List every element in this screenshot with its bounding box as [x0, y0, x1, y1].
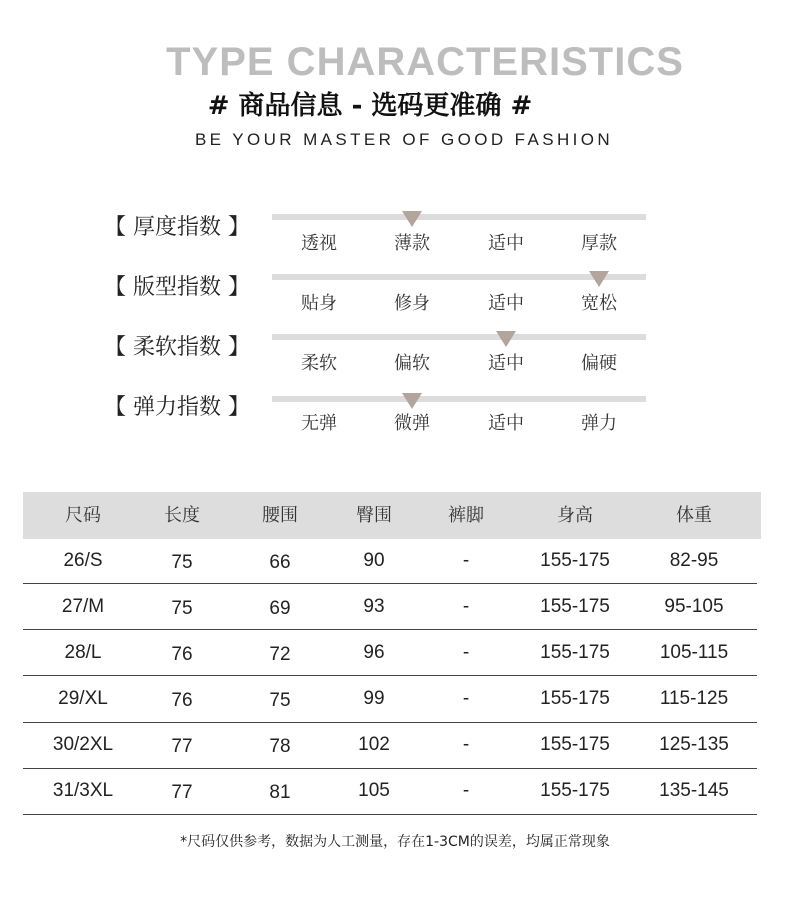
table-cell: 81 [269, 782, 291, 803]
table-cell: 29/XL [58, 688, 108, 709]
table-cell: - [462, 596, 470, 617]
index-option: 适中 [488, 233, 524, 254]
table-cell: 155-175 [540, 780, 610, 801]
index-label: 【 柔软指数 】 [104, 335, 250, 360]
table-header-cell: 腰围 [262, 505, 298, 526]
table-cell: 93 [363, 596, 385, 617]
table-cell: - [462, 780, 470, 801]
table-cell: 155-175 [540, 642, 610, 663]
table-cell: 155-175 [540, 734, 610, 755]
table-header-cell: 裤脚 [448, 505, 484, 526]
footnote: *尺码仅供参考，数据为人工测量，存在1-3CM的误差，均属正常现象 [180, 834, 610, 850]
index-marker-triangle-icon [589, 271, 609, 287]
table-cell: 75 [269, 690, 291, 711]
table-cell: 102 [358, 734, 390, 755]
index-option: 偏硬 [581, 353, 617, 374]
index-option: 适中 [488, 413, 524, 434]
table-row-divider [23, 768, 757, 769]
index-option: 宽松 [581, 293, 617, 314]
table-cell: - [462, 550, 470, 571]
table-cell: 105 [358, 780, 390, 801]
index-bar [272, 396, 646, 402]
index-option: 适中 [488, 353, 524, 374]
index-label: 【 版型指数 】 [104, 275, 250, 300]
table-cell: - [462, 688, 470, 709]
table-cell: 125-135 [659, 734, 729, 755]
table-cell: 75 [171, 598, 193, 619]
table-cell: 66 [269, 552, 291, 573]
index-marker-triangle-icon [496, 331, 516, 347]
page-subtitle: # 商品信息 - 选码更准确 # [207, 91, 533, 121]
table-header-cell: 臀围 [356, 505, 392, 526]
table-cell: 82-95 [669, 550, 719, 571]
table-cell: 155-175 [540, 596, 610, 617]
index-option: 修身 [394, 293, 430, 314]
index-label: 【 厚度指数 】 [104, 215, 250, 240]
table-cell: 72 [269, 644, 291, 665]
table-cell: 27/M [61, 596, 105, 617]
table-cell: - [462, 734, 470, 755]
table-cell: 28/L [64, 642, 102, 663]
table-cell: 95-105 [664, 596, 724, 617]
table-cell: 30/2XL [52, 734, 114, 755]
table-cell: 96 [363, 642, 385, 663]
index-bar [272, 214, 646, 220]
index-option: 适中 [488, 293, 524, 314]
index-option: 透视 [301, 233, 337, 254]
table-header-cell: 尺码 [65, 505, 101, 526]
index-option: 薄款 [394, 233, 430, 254]
index-option: 贴身 [301, 293, 337, 314]
table-cell: 78 [269, 736, 291, 757]
table-cell: 77 [171, 782, 193, 803]
table-cell: 26/S [63, 550, 103, 571]
table-cell: 31/3XL [52, 780, 114, 801]
table-row-divider [23, 629, 757, 630]
table-cell: 77 [171, 736, 193, 757]
index-option: 弹力 [581, 413, 617, 434]
index-option: 偏软 [394, 353, 430, 374]
table-cell: 76 [171, 644, 193, 665]
table-cell: 99 [363, 688, 385, 709]
table-cell: 69 [269, 598, 291, 619]
index-label: 【 弹力指数 】 [104, 395, 250, 420]
index-bar [272, 334, 646, 340]
table-header-cell: 身高 [557, 505, 593, 526]
table-row-divider [23, 722, 757, 723]
index-marker-triangle-icon [402, 211, 422, 227]
table-header-cell: 体重 [676, 505, 712, 526]
table-header-cell: 长度 [164, 505, 200, 526]
table-row-divider [23, 814, 757, 815]
table-cell: 115-125 [659, 688, 729, 709]
page-title: TYPE CHARACTERISTICS [166, 40, 684, 84]
table-cell: 105-115 [659, 642, 729, 663]
index-option: 无弹 [301, 413, 337, 434]
table-cell: 135-145 [659, 780, 729, 801]
table-cell: - [462, 642, 470, 663]
table-cell: 155-175 [540, 688, 610, 709]
table-cell: 155-175 [540, 550, 610, 571]
index-option: 柔软 [301, 353, 337, 374]
page-tagline: BE YOUR MASTER OF GOOD FASHION [194, 130, 614, 149]
table-cell: 90 [363, 550, 385, 571]
table-row-divider [23, 675, 757, 676]
table-cell: 76 [171, 690, 193, 711]
table-cell: 75 [171, 552, 193, 573]
index-option: 厚款 [581, 233, 617, 254]
index-marker-triangle-icon [402, 393, 422, 409]
table-row-divider [23, 583, 757, 584]
index-option: 微弹 [394, 413, 430, 434]
